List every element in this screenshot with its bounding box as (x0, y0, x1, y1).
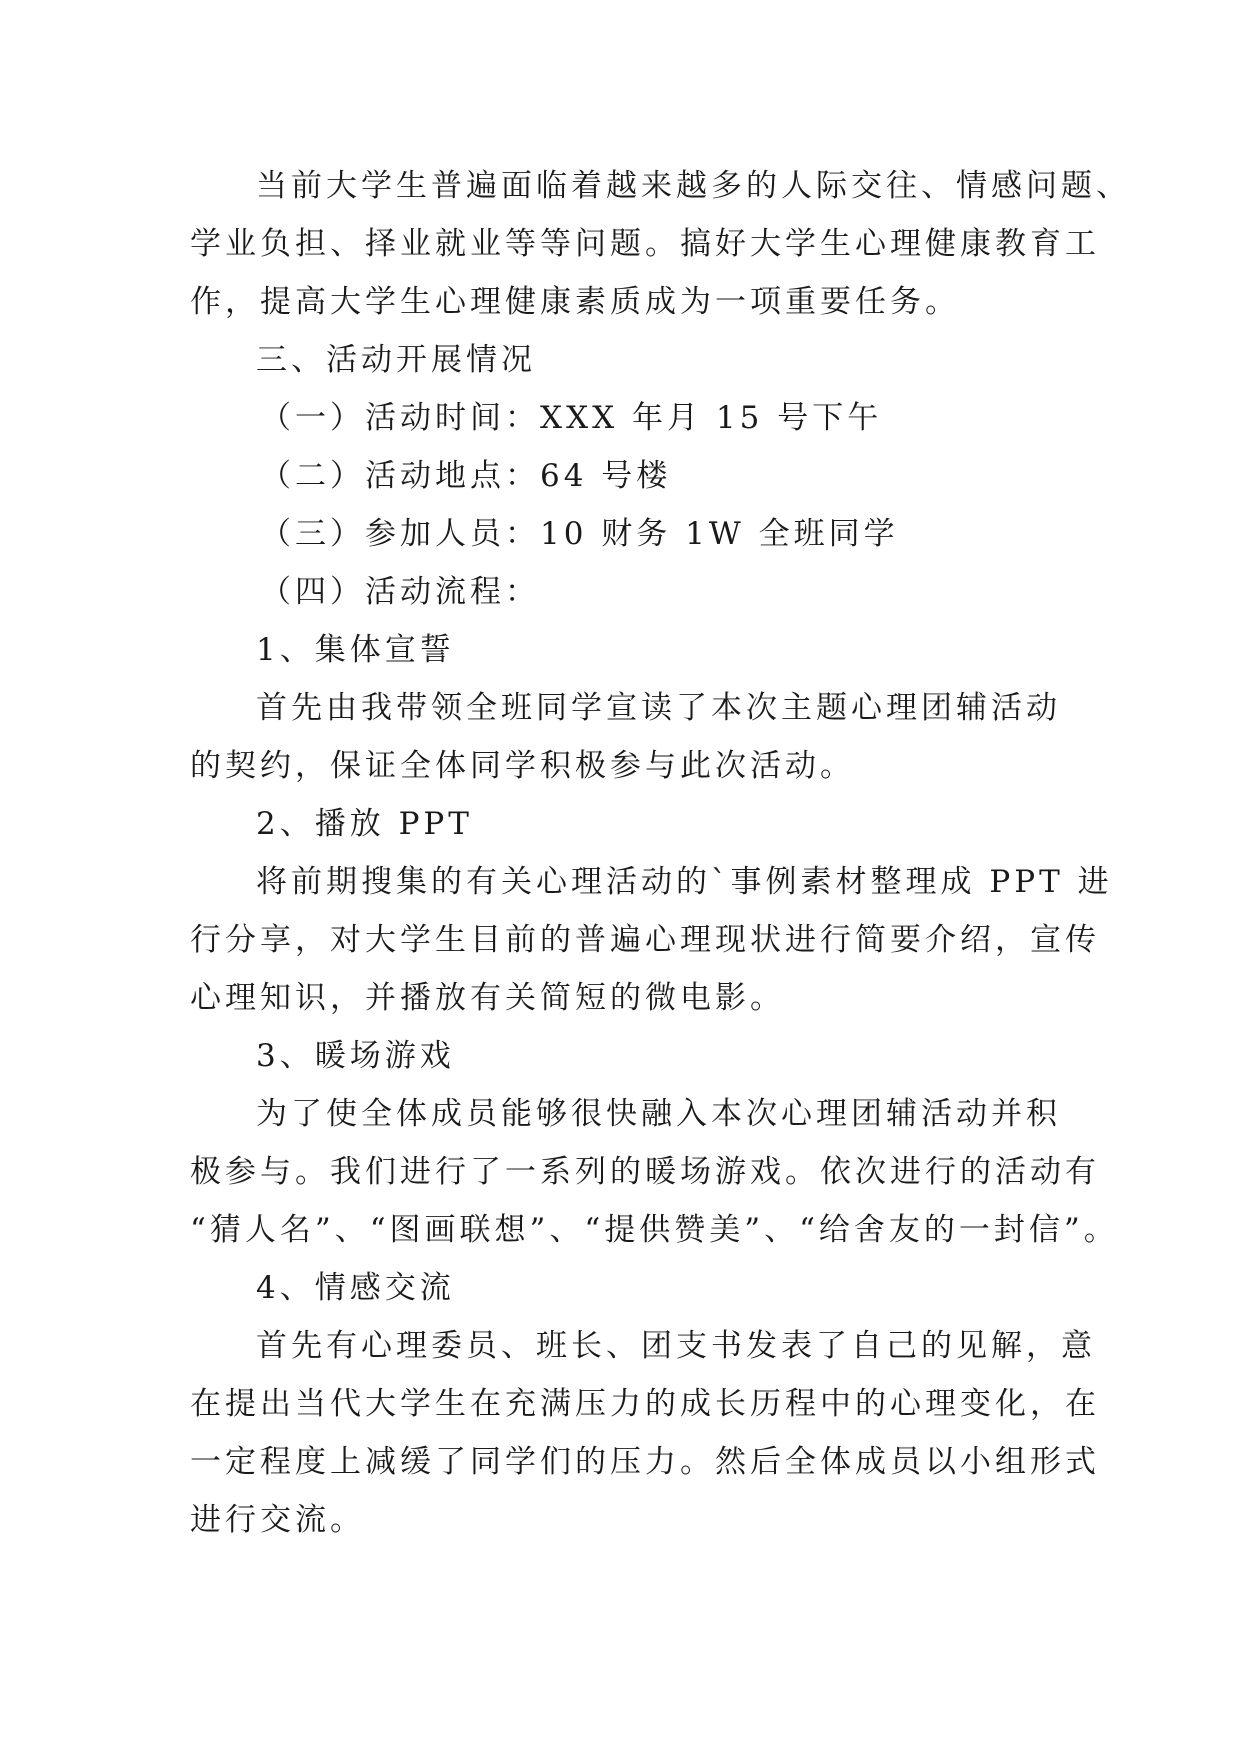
step-heading-4: 4、情感交流 (256, 1270, 455, 1306)
item-activity-process: （四）活动流程： (260, 574, 540, 610)
paragraph-intro-line-1: 当前大学生普遍面临着越来越多的人际交往、情感问题、 (256, 168, 1131, 204)
step-heading-2: 2、播放 PPT (256, 806, 473, 842)
item-activity-time: （一）活动时间：XXX 年月 15 号下午 (260, 400, 883, 436)
step-1-text-line-1: 首先由我带领全班同学宣读了本次主题心理团辅活动 (256, 690, 1061, 726)
paragraph-intro-line-2: 学业负担、择业就业等等问题。搞好大学生心理健康教育工 (190, 226, 1100, 262)
step-4-text-line-3: 一定程度上减缓了同学们的压力。然后全体成员以小组形式 (190, 1444, 1100, 1480)
section-heading-activity: 三、活动开展情况 (256, 342, 536, 378)
step-2-text-line-3: 心理知识，并播放有关简短的微电影。 (190, 980, 785, 1016)
step-4-text-line-4: 进行交流。 (190, 1502, 365, 1538)
step-heading-3: 3、暖场游戏 (256, 1038, 455, 1074)
document-body (190, 157, 1131, 1549)
step-3-text-line-1: 为了使全体成员能够很快融入本次心理团辅活动并积 (256, 1096, 1061, 1132)
step-4-text-line-2: 在提出当代大学生在充满压力的成长历程中的心理变化，在 (190, 1386, 1100, 1422)
item-activity-location: （二）活动地点：64 号楼 (260, 458, 672, 494)
item-participants: （三）参加人员：10 财务 1W 全班同学 (260, 516, 899, 552)
paragraph-intro-line-3: 作，提高大学生心理健康素质成为一项重要任务。 (190, 284, 960, 320)
step-4-text-line-1: 首先有心理委员、班长、团支书发表了自己的见解，意 (256, 1328, 1096, 1364)
step-2-text-line-2: 行分享，对大学生目前的普遍心理现状进行简要介绍，宣传 (190, 922, 1100, 958)
step-1-text-line-2: 的契约，保证全体同学积极参与此次活动。 (190, 748, 855, 784)
step-3-text-line-2: 极参与。我们进行了一系列的暖场游戏。依次进行的活动有 (190, 1154, 1100, 1190)
step-heading-1: 1、集体宣誓 (256, 632, 455, 668)
step-2-text-line-1: 将前期搜集的有关心理活动的`事例素材整理成 PPT 进 (256, 864, 1113, 900)
step-3-text-line-3: “猜人名”、“图画联想”、“提供赞美”、“给舍友的一封信”。 (190, 1212, 1119, 1248)
